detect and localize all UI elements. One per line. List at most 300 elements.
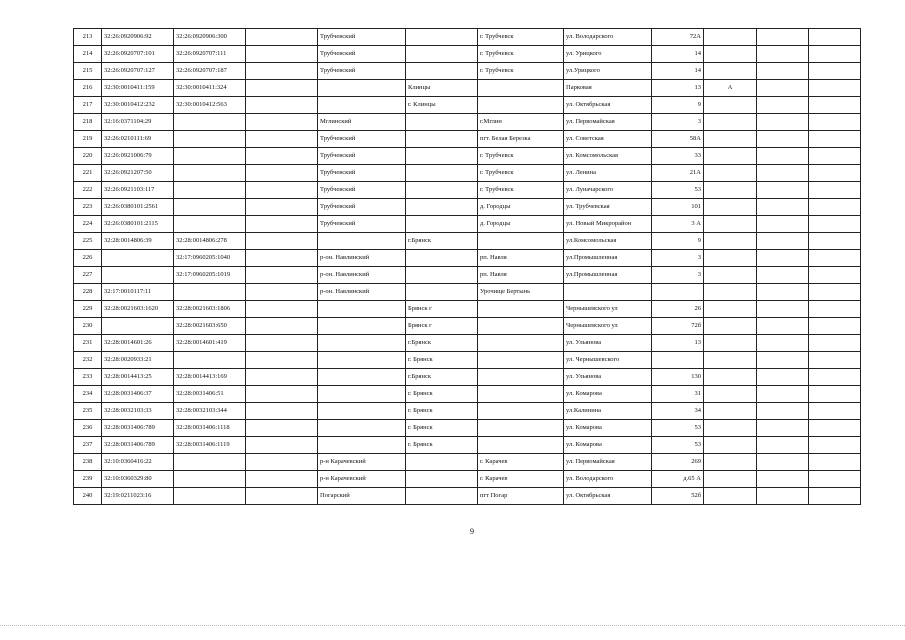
page-number: 9 — [470, 527, 474, 536]
settlement-cell: Клинцы — [406, 80, 478, 97]
street-cell: ул. Ульянова — [564, 369, 652, 386]
settlement-cell: г. Брянск — [406, 386, 478, 403]
cadastral-number-cell: 32:28:0031406:789 — [102, 437, 174, 454]
cadastral-number-cell: 32:28:0031406:37 — [102, 386, 174, 403]
row-number-cell: 224 — [74, 216, 102, 233]
cadastral-number-cell: 32:30:0010412:232 — [102, 97, 174, 114]
street-cell: ул. Урицкого — [564, 46, 652, 63]
district-cell: р-он. Навлинский — [318, 250, 406, 267]
letter-cell — [704, 488, 757, 505]
street-cell: ул.Промышленная — [564, 250, 652, 267]
empty-cell — [809, 437, 861, 454]
cadastral-number-cell: 32:19:0211023:16 — [102, 488, 174, 505]
letter-cell — [704, 148, 757, 165]
empty-cell — [757, 403, 809, 420]
row-number-cell: 225 — [74, 233, 102, 250]
row-number-cell: 229 — [74, 301, 102, 318]
letter-cell — [704, 284, 757, 301]
settlement-cell: г.Брянск — [406, 369, 478, 386]
house-number-cell: 13 — [652, 80, 704, 97]
street-cell: ул. Ульянова — [564, 335, 652, 352]
empty-cell — [246, 131, 318, 148]
cadastral-number-2-cell — [174, 114, 246, 131]
empty-cell — [246, 403, 318, 420]
empty-cell — [757, 335, 809, 352]
empty-cell — [246, 29, 318, 46]
empty-cell — [809, 386, 861, 403]
table-row — [74, 471, 861, 488]
registry-table-sheet — [73, 28, 860, 505]
house-number-cell — [652, 352, 704, 369]
empty-cell — [757, 165, 809, 182]
settlement-cell: г. Брянск — [406, 403, 478, 420]
house-number-cell: 72б — [652, 318, 704, 335]
letter-cell — [704, 352, 757, 369]
empty-cell — [809, 199, 861, 216]
empty-cell — [809, 114, 861, 131]
empty-cell — [757, 250, 809, 267]
table-row — [74, 148, 861, 165]
district-cell — [318, 352, 406, 369]
district-cell: Трубчевский — [318, 199, 406, 216]
locality-cell: г. Трубчевск — [478, 46, 564, 63]
street-cell: ул. Комарова — [564, 386, 652, 403]
district-cell: Трубчевский — [318, 63, 406, 80]
cadastral-number-2-cell — [174, 182, 246, 199]
empty-cell — [246, 488, 318, 505]
street-cell: ул.Комсомольская — [564, 233, 652, 250]
street-cell: ул. Володарского — [564, 471, 652, 488]
locality-cell — [478, 403, 564, 420]
district-cell: р-н Карачевский — [318, 454, 406, 471]
empty-cell — [757, 301, 809, 318]
cadastral-number-2-cell: 32:28:0021603:1806 — [174, 301, 246, 318]
table-row — [74, 369, 861, 386]
empty-cell — [809, 250, 861, 267]
letter-cell — [704, 454, 757, 471]
district-cell — [318, 301, 406, 318]
street-cell: ул. Ленина — [564, 165, 652, 182]
cadastral-number-2-cell — [174, 454, 246, 471]
locality-cell — [478, 318, 564, 335]
street-cell: ул. Первомайская — [564, 114, 652, 131]
cadastral-number-cell: 32:26:0920906:92 — [102, 29, 174, 46]
cadastral-number-cell: 32:10:0360416:22 — [102, 454, 174, 471]
house-number-cell: 3 — [652, 250, 704, 267]
district-cell — [318, 80, 406, 97]
district-cell: Погарский — [318, 488, 406, 505]
letter-cell — [704, 114, 757, 131]
cadastral-number-2-cell — [174, 199, 246, 216]
settlement-cell — [406, 471, 478, 488]
letter-cell — [704, 63, 757, 80]
district-cell: Трубчевский — [318, 131, 406, 148]
empty-cell — [757, 199, 809, 216]
settlement-cell — [406, 29, 478, 46]
cadastral-number-2-cell — [174, 165, 246, 182]
registry-table — [73, 28, 861, 505]
cadastral-number-2-cell: 32:28:0031406:1119 — [174, 437, 246, 454]
empty-cell — [757, 488, 809, 505]
empty-cell — [246, 369, 318, 386]
cadastral-number-cell: 32:28:0014413:25 — [102, 369, 174, 386]
street-cell: ул. Чернышевского — [564, 352, 652, 369]
street-cell: ул.Калинина — [564, 403, 652, 420]
empty-cell — [246, 386, 318, 403]
row-number-cell: 233 — [74, 369, 102, 386]
row-number-cell: 240 — [74, 488, 102, 505]
locality-cell — [478, 301, 564, 318]
row-number-cell: 223 — [74, 199, 102, 216]
letter-cell — [704, 250, 757, 267]
settlement-cell — [406, 46, 478, 63]
settlement-cell: Брянск г — [406, 301, 478, 318]
locality-cell — [478, 369, 564, 386]
locality-cell — [478, 97, 564, 114]
district-cell — [318, 403, 406, 420]
cadastral-number-cell: 32:26:0921006:79 — [102, 148, 174, 165]
street-cell — [564, 284, 652, 301]
house-number-cell: 21А — [652, 165, 704, 182]
letter-cell — [704, 420, 757, 437]
row-number-cell: 235 — [74, 403, 102, 420]
row-number-cell: 220 — [74, 148, 102, 165]
locality-cell: рп. Навля — [478, 250, 564, 267]
empty-cell — [809, 216, 861, 233]
locality-cell: д. Городцы — [478, 216, 564, 233]
locality-cell — [478, 335, 564, 352]
locality-cell — [478, 233, 564, 250]
locality-cell: г. Трубчевск — [478, 148, 564, 165]
cadastral-number-cell: 32:26:0380101:2115 — [102, 216, 174, 233]
empty-cell — [757, 386, 809, 403]
street-cell: ул. Советская — [564, 131, 652, 148]
cadastral-number-cell: 32:26:0921207:50 — [102, 165, 174, 182]
scan-edge-line — [0, 621, 905, 626]
letter-cell — [704, 335, 757, 352]
empty-cell — [809, 352, 861, 369]
cadastral-number-cell: 32:28:0032103:33 — [102, 403, 174, 420]
district-cell: Трубчевский — [318, 182, 406, 199]
district-cell — [318, 335, 406, 352]
house-number-cell: д.65 А — [652, 471, 704, 488]
empty-cell — [246, 97, 318, 114]
house-number-cell — [652, 284, 704, 301]
table-row — [74, 233, 861, 250]
house-number-cell: 3 А — [652, 216, 704, 233]
cadastral-number-2-cell — [174, 488, 246, 505]
empty-cell — [809, 165, 861, 182]
street-cell: ул.Промышленная — [564, 267, 652, 284]
empty-cell — [757, 352, 809, 369]
table-row — [74, 80, 861, 97]
row-number-cell: 214 — [74, 46, 102, 63]
street-cell: ул. Трубчевская — [564, 199, 652, 216]
table-row — [74, 63, 861, 80]
locality-cell: г. Трубчевск — [478, 165, 564, 182]
empty-cell — [809, 488, 861, 505]
settlement-cell: г. Брянск — [406, 420, 478, 437]
cadastral-number-cell: 32:26:0210111:69 — [102, 131, 174, 148]
empty-cell — [246, 352, 318, 369]
street-cell: ул. Комсомольская — [564, 148, 652, 165]
empty-cell — [246, 284, 318, 301]
empty-cell — [246, 216, 318, 233]
settlement-cell — [406, 216, 478, 233]
empty-cell — [246, 165, 318, 182]
district-cell: Трубчевский — [318, 216, 406, 233]
table-row — [74, 165, 861, 182]
empty-cell — [757, 233, 809, 250]
row-number-cell: 231 — [74, 335, 102, 352]
empty-cell — [809, 29, 861, 46]
settlement-cell — [406, 267, 478, 284]
empty-cell — [809, 284, 861, 301]
district-cell — [318, 420, 406, 437]
cadastral-number-cell: 32:28:0021603:1620 — [102, 301, 174, 318]
empty-cell — [246, 80, 318, 97]
letter-cell — [704, 318, 757, 335]
settlement-cell: Брянск г — [406, 318, 478, 335]
cadastral-number-2-cell: 32:26:0920707:187 — [174, 63, 246, 80]
settlement-cell — [406, 454, 478, 471]
letter-cell — [704, 233, 757, 250]
empty-cell — [809, 46, 861, 63]
row-number-cell: 237 — [74, 437, 102, 454]
street-cell: Чернышевского ул — [564, 318, 652, 335]
letter-cell — [704, 97, 757, 114]
district-cell — [318, 97, 406, 114]
row-number-cell: 236 — [74, 420, 102, 437]
table-row — [74, 97, 861, 114]
cadastral-number-2-cell: 32:28:0014601:419 — [174, 335, 246, 352]
table-row — [74, 454, 861, 471]
street-cell: Парковая — [564, 80, 652, 97]
locality-cell: г. Карачев — [478, 454, 564, 471]
empty-cell — [809, 420, 861, 437]
house-number-cell: 53 — [652, 437, 704, 454]
street-cell: ул. Луначарского — [564, 182, 652, 199]
house-number-cell: 9 — [652, 97, 704, 114]
empty-cell — [246, 437, 318, 454]
district-cell: Трубчевский — [318, 29, 406, 46]
cadastral-number-2-cell — [174, 148, 246, 165]
settlement-cell — [406, 148, 478, 165]
empty-cell — [757, 437, 809, 454]
cadastral-number-cell — [102, 267, 174, 284]
empty-cell — [809, 403, 861, 420]
settlement-cell — [406, 284, 478, 301]
empty-cell — [757, 454, 809, 471]
locality-cell: г. Трубчевск — [478, 63, 564, 80]
cadastral-number-2-cell: 32:28:0032103:344 — [174, 403, 246, 420]
empty-cell — [757, 29, 809, 46]
row-number-cell: 228 — [74, 284, 102, 301]
cadastral-number-2-cell: 32:26:0920906:300 — [174, 29, 246, 46]
cadastral-number-cell: 32:26:0920707:101 — [102, 46, 174, 63]
street-cell: ул.Урицкого — [564, 63, 652, 80]
row-number-cell: 238 — [74, 454, 102, 471]
settlement-cell: г. Клинцы — [406, 97, 478, 114]
house-number-cell: 14 — [652, 46, 704, 63]
house-number-cell: 269 — [652, 454, 704, 471]
cadastral-number-2-cell: 32:26:0920707:111 — [174, 46, 246, 63]
letter-cell: А — [704, 80, 757, 97]
empty-cell — [757, 471, 809, 488]
row-number-cell: 234 — [74, 386, 102, 403]
house-number-cell: 53 — [652, 182, 704, 199]
settlement-cell — [406, 165, 478, 182]
cadastral-number-2-cell: 32:30:0010412:563 — [174, 97, 246, 114]
empty-cell — [757, 63, 809, 80]
table-row — [74, 131, 861, 148]
empty-cell — [757, 97, 809, 114]
cadastral-number-2-cell: 32:28:0031406:51 — [174, 386, 246, 403]
district-cell: Трубчевский — [318, 165, 406, 182]
cadastral-number-2-cell: 32:28:0031406:1118 — [174, 420, 246, 437]
cadastral-number-2-cell — [174, 471, 246, 488]
empty-cell — [757, 80, 809, 97]
locality-cell: г. Карачев — [478, 471, 564, 488]
house-number-cell: 72А — [652, 29, 704, 46]
district-cell — [318, 369, 406, 386]
empty-cell — [246, 233, 318, 250]
empty-cell — [246, 199, 318, 216]
row-number-cell: 218 — [74, 114, 102, 131]
row-number-cell: 230 — [74, 318, 102, 335]
table-row — [74, 488, 861, 505]
empty-cell — [809, 63, 861, 80]
house-number-cell: 14 — [652, 63, 704, 80]
table-row — [74, 386, 861, 403]
house-number-cell: 33 — [652, 148, 704, 165]
district-cell: р-он. Навлинский — [318, 284, 406, 301]
street-cell: ул. Комарова — [564, 420, 652, 437]
cadastral-number-cell: 32:28:0014806:39 — [102, 233, 174, 250]
cadastral-number-cell: 32:28:0031406:789 — [102, 420, 174, 437]
row-number-cell: 219 — [74, 131, 102, 148]
settlement-cell: г. Брянск — [406, 352, 478, 369]
empty-cell — [809, 182, 861, 199]
locality-cell: д. Городцы — [478, 199, 564, 216]
cadastral-number-cell: 32:28:0014601:26 — [102, 335, 174, 352]
letter-cell — [704, 386, 757, 403]
empty-cell — [809, 233, 861, 250]
row-number-cell: 232 — [74, 352, 102, 369]
row-number-cell: 216 — [74, 80, 102, 97]
district-cell: Мглинский — [318, 114, 406, 131]
table-row — [74, 267, 861, 284]
cadastral-number-cell — [102, 250, 174, 267]
house-number-cell: 31 — [652, 386, 704, 403]
house-number-cell: 26 — [652, 301, 704, 318]
district-cell — [318, 386, 406, 403]
table-row — [74, 182, 861, 199]
cadastral-number-2-cell: 32:30:0010411:324 — [174, 80, 246, 97]
locality-cell: пгт Погар — [478, 488, 564, 505]
empty-cell — [246, 454, 318, 471]
locality-cell: пгт. Белая Березка — [478, 131, 564, 148]
house-number-cell: 52б — [652, 488, 704, 505]
district-cell — [318, 318, 406, 335]
letter-cell — [704, 165, 757, 182]
cadastral-number-cell: 32:26:0921103:117 — [102, 182, 174, 199]
empty-cell — [246, 46, 318, 63]
empty-cell — [757, 114, 809, 131]
street-cell: ул. Новый Микрорайон — [564, 216, 652, 233]
empty-cell — [757, 267, 809, 284]
locality-cell: г. Трубчевск — [478, 29, 564, 46]
street-cell: ул. Октябрьская — [564, 488, 652, 505]
empty-cell — [246, 267, 318, 284]
empty-cell — [246, 114, 318, 131]
registry-table-body — [74, 29, 861, 505]
district-cell: Трубчевский — [318, 148, 406, 165]
locality-cell — [478, 386, 564, 403]
empty-cell — [246, 250, 318, 267]
locality-cell: г. Трубчевск — [478, 182, 564, 199]
empty-cell — [246, 335, 318, 352]
cadastral-number-2-cell: 32:17:0960205:1040 — [174, 250, 246, 267]
row-number-cell: 221 — [74, 165, 102, 182]
row-number-cell: 213 — [74, 29, 102, 46]
district-cell: Трубчевский — [318, 46, 406, 63]
locality-cell — [478, 437, 564, 454]
cadastral-number-cell — [102, 318, 174, 335]
empty-cell — [809, 369, 861, 386]
settlement-cell: г. Брянск — [406, 437, 478, 454]
letter-cell — [704, 131, 757, 148]
empty-cell — [757, 148, 809, 165]
cadastral-number-2-cell — [174, 131, 246, 148]
empty-cell — [809, 97, 861, 114]
empty-cell — [757, 420, 809, 437]
table-row — [74, 352, 861, 369]
settlement-cell — [406, 199, 478, 216]
house-number-cell: 13 — [652, 335, 704, 352]
cadastral-number-cell: 32:26:0380101:2561 — [102, 199, 174, 216]
house-number-cell: 58А — [652, 131, 704, 148]
settlement-cell: г.Брянск — [406, 335, 478, 352]
settlement-cell: г.Брянск — [406, 233, 478, 250]
empty-cell — [246, 301, 318, 318]
empty-cell — [809, 471, 861, 488]
table-row — [74, 199, 861, 216]
locality-cell — [478, 352, 564, 369]
cadastral-number-2-cell — [174, 216, 246, 233]
cadastral-number-cell: 32:28:0020933:21 — [102, 352, 174, 369]
settlement-cell — [406, 131, 478, 148]
table-row — [74, 437, 861, 454]
district-cell: р-н Карачевский — [318, 471, 406, 488]
table-row — [74, 250, 861, 267]
cadastral-number-2-cell: 32:17:0960205:1019 — [174, 267, 246, 284]
letter-cell — [704, 267, 757, 284]
empty-cell — [757, 182, 809, 199]
letter-cell — [704, 182, 757, 199]
empty-cell — [809, 148, 861, 165]
settlement-cell — [406, 488, 478, 505]
row-number-cell: 215 — [74, 63, 102, 80]
letter-cell — [704, 403, 757, 420]
empty-cell — [246, 420, 318, 437]
empty-cell — [757, 46, 809, 63]
settlement-cell — [406, 114, 478, 131]
table-row — [74, 335, 861, 352]
empty-cell — [757, 216, 809, 233]
letter-cell — [704, 437, 757, 454]
house-number-cell: 130 — [652, 369, 704, 386]
